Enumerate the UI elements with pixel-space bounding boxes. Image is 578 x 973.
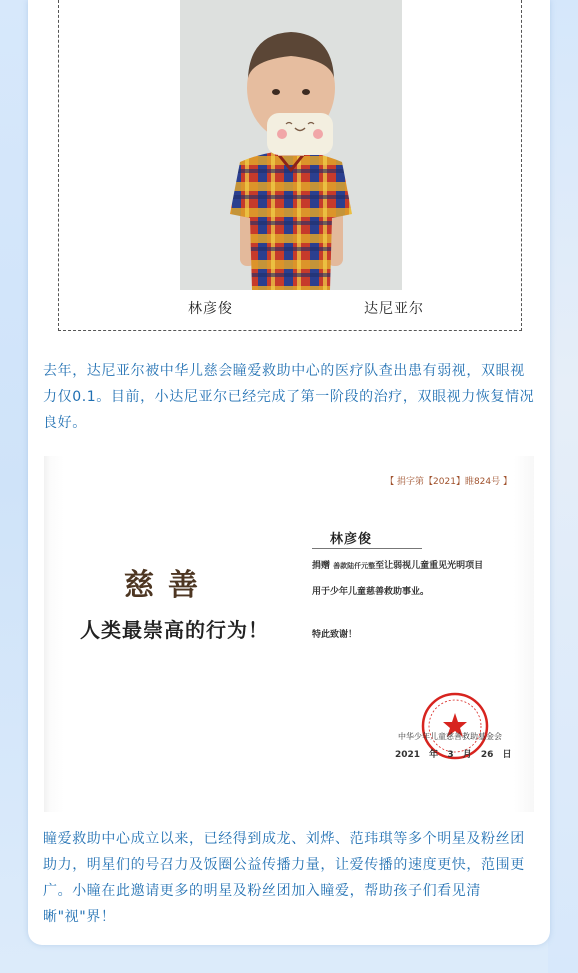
usage-line: 用于少年儿童慈善救助事业。 <box>312 587 430 597</box>
background-right <box>548 0 578 973</box>
certificate-big-text: 慈善 <box>124 568 212 603</box>
child-illustration <box>180 0 402 290</box>
certificate-subtitle: 人类最崇高的行为！ <box>80 618 269 642</box>
certificate-number: 【 捐字第【2021】睢824号 】 <box>385 477 512 487</box>
child-photo <box>180 0 402 290</box>
caption-left: 林彦俊 <box>188 301 233 317</box>
background-left <box>0 0 30 973</box>
thanks-line: 特此致谢！ <box>312 630 358 640</box>
donate-prefix: 捐赠 <box>312 561 331 571</box>
paragraph-1: 去年，达尼亚尔被中华儿慈会瞳爱救助中心的医疗队查出患有弱视，双眼视力仅0.1。目前，小达尼亚尔已经完成了第一阶段的治疗，双眼视力恢复情况良好。 <box>43 363 535 431</box>
donation-line <box>312 558 483 571</box>
photo-frame <box>58 0 522 331</box>
article-card <box>28 0 550 945</box>
paragraph-2: 瞳爱救助中心成立以来，已经得到成龙、刘烨、范玮琪等多个明星及粉丝团助力，明星们的号召力及饭圈公益传播力量，让爱传播的速度更快，范围更广。小瞳在此邀请更多的明星及粉丝团加入瞳爱，帮助孩子们看见清晰"视"界！ <box>43 831 525 925</box>
caption-right: 达尼亚尔 <box>364 301 424 317</box>
donor-name: 林彦俊 <box>330 532 373 547</box>
donate-amount: 善款陆仟元整 <box>333 562 376 570</box>
donate-suffix: 至让弱视儿童重见光明项目 <box>375 561 484 571</box>
name-underline <box>312 548 422 549</box>
certificate-date: 2021 年 3 月 26 日 <box>395 750 512 760</box>
donation-certificate <box>44 456 534 812</box>
certificate-org: 中华少年儿童慈善救助基金会 <box>398 732 502 741</box>
